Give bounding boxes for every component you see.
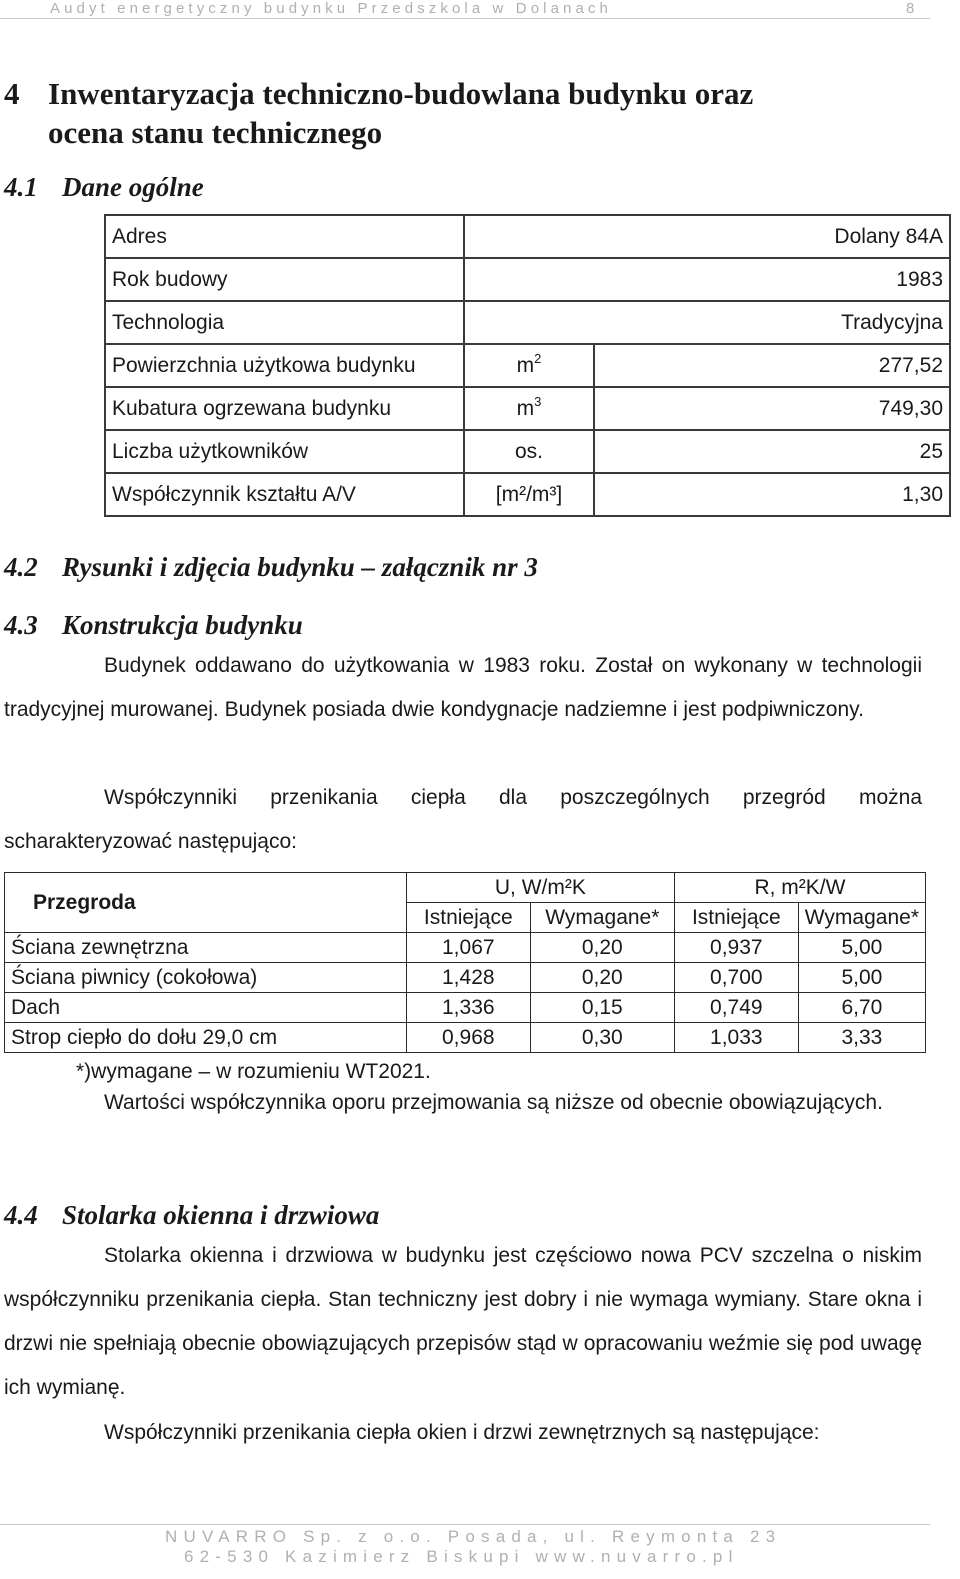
u-existing: 1,067 [406, 933, 530, 963]
header-title: Audyt energetyczny budynku Przedszkola w Dolanach [50, 0, 612, 17]
table-row [5, 963, 926, 993]
section-4-4-number: 4.4 [4, 1200, 38, 1230]
u-existing: 1,336 [406, 993, 530, 1023]
row-label: Kubatura ogrzewana budynku [105, 387, 464, 430]
section-4-heading [4, 74, 904, 152]
partition-name: Dach [5, 993, 407, 1023]
u-required: 0,15 [530, 993, 674, 1023]
r-existing: 0,749 [674, 993, 798, 1023]
header-przegroda: Przegroda [5, 873, 407, 933]
u-existing: 1,428 [406, 963, 530, 993]
section-4-3-number: 4.3 [4, 610, 38, 640]
table-row [5, 933, 926, 963]
footer-address: 62-530 Kazimierz Biskupi www.nuvarro.pl [184, 1547, 739, 1566]
table-row [105, 258, 950, 301]
r-required: 5,00 [798, 963, 925, 993]
row-unit [464, 344, 594, 387]
row-value: Tradycyjna [464, 301, 950, 344]
windows-intro-text: Współczynniki przenikania ciepła okien i drzwi zewnętrznych są następujące: [104, 1421, 820, 1444]
section-4-4-heading [4, 1200, 379, 1231]
row-label: Liczba użytkowników [105, 430, 464, 473]
header-u: U, W/m²K [406, 873, 674, 903]
row-value: 25 [594, 430, 950, 473]
table-row [105, 301, 950, 344]
row-value: 277,52 [594, 344, 950, 387]
requirements-note: *)wymagane – w rozumieniu WT2021. [76, 1060, 431, 1083]
windows-intro-paragraph [4, 1411, 922, 1455]
table-row [105, 215, 950, 258]
table-row [105, 387, 950, 430]
footer-divider [0, 1524, 930, 1525]
row-label: Adres [105, 215, 464, 258]
partition-name: Ściana piwnicy (cokołowa) [5, 963, 407, 993]
section-4-1-title: Dane ogólne [62, 172, 204, 202]
coefficients-intro-paragraph [4, 776, 922, 864]
row-value: 749,30 [594, 387, 950, 430]
u-required: 0,30 [530, 1023, 674, 1053]
u-values-table [4, 872, 926, 1053]
footer-company: NUVARRO Sp. z o.o. Posada, ul. Reymonta 23 [165, 1527, 782, 1546]
table-row [5, 1023, 926, 1053]
section-4-2-number: 4.2 [4, 552, 38, 582]
r-existing: 1,033 [674, 1023, 798, 1053]
joinery-paragraph [4, 1234, 922, 1410]
construction-text: Budynek oddawano do użytkowania w 1983 roku. Został on wykonany w technologii tradycyjnej murowanej. Budynek posiada dwie kondygnacje nadziemne i jest podpiwniczony. [4, 654, 922, 721]
section-4-4-title: Stolarka okienna i drzwiowa [62, 1200, 380, 1230]
r-required: 5,00 [798, 933, 925, 963]
section-4-title-line1: Inwentaryzacja techniczno-budowlana budynku oraz [48, 76, 754, 111]
section-4-1-heading [4, 172, 204, 203]
subheader-r-required: Wymagane* [798, 903, 925, 933]
unit-base: m [516, 353, 535, 377]
header-r: R, m²K/W [674, 873, 925, 903]
u-required: 0,20 [530, 933, 674, 963]
u-existing: 0,968 [406, 1023, 530, 1053]
coefficients-intro-text: Współczynniki przenikania ciepła dla poszczególnych przegród można scharakteryzować następująco: [4, 786, 922, 853]
unit-base: m [516, 396, 535, 420]
subheader-u-required: Wymagane* [530, 903, 674, 933]
row-unit [464, 387, 594, 430]
row-label: Technologia [105, 301, 464, 344]
page-number: 8 [906, 0, 915, 17]
resistance-text: Wartości współczynnika oporu przejmowania są niższe od obecnie obowiązujących. [104, 1091, 883, 1114]
section-4-number: 4 [4, 76, 20, 111]
table-row [5, 993, 926, 1023]
unit-exponent: 3 [534, 393, 542, 409]
u-required: 0,20 [530, 963, 674, 993]
section-4-3-heading [4, 610, 303, 641]
section-4-2-heading [4, 552, 538, 583]
subheader-u-existing: Istniejące [406, 903, 530, 933]
table-row [105, 344, 950, 387]
joinery-text: Stolarka okienna i drzwiowa w budynku jest częściowo nowa PCV szczelna o niskim współczynniku przenikania ciepła. Stan techniczny jest dobry i nie wymaga wymiany. Stare okna i drzwi nie spełniają obecnie obowiązujących przepisów stąd w opracowaniu weźmie się pod uwagę ich wymianę. [4, 1244, 922, 1399]
section-4-3-title: Konstrukcja budynku [62, 610, 303, 640]
partition-name: Strop ciepło do dołu 29,0 cm [5, 1023, 407, 1053]
construction-paragraph [4, 644, 922, 732]
section-4-title-line2: ocena stanu technicznego [48, 115, 383, 150]
unit-exponent: 2 [534, 350, 542, 366]
row-value: Dolany 84A [464, 215, 950, 258]
subheader-r-existing: Istniejące [674, 903, 798, 933]
row-label: Powierzchnia użytkowa budynku [105, 344, 464, 387]
r-required: 3,33 [798, 1023, 925, 1053]
row-value: 1,30 [594, 473, 950, 516]
row-unit: [m²/m³] [464, 473, 594, 516]
partition-name: Ściana zewnętrzna [5, 933, 407, 963]
section-4-2-title: Rysunki i zdjęcia budynku – załącznik nr 3 [62, 552, 538, 582]
section-4-1-number: 4.1 [4, 172, 38, 202]
general-data-table [104, 214, 951, 517]
resistance-paragraph [4, 1081, 922, 1125]
table-header-row [5, 873, 926, 903]
r-existing: 0,937 [674, 933, 798, 963]
row-value: 1983 [464, 258, 950, 301]
row-label: Współczynnik kształtu A/V [105, 473, 464, 516]
table-row [105, 473, 950, 516]
row-label: Rok budowy [105, 258, 464, 301]
r-existing: 0,700 [674, 963, 798, 993]
r-required: 6,70 [798, 993, 925, 1023]
row-unit: os. [464, 430, 594, 473]
table-row [105, 430, 950, 473]
